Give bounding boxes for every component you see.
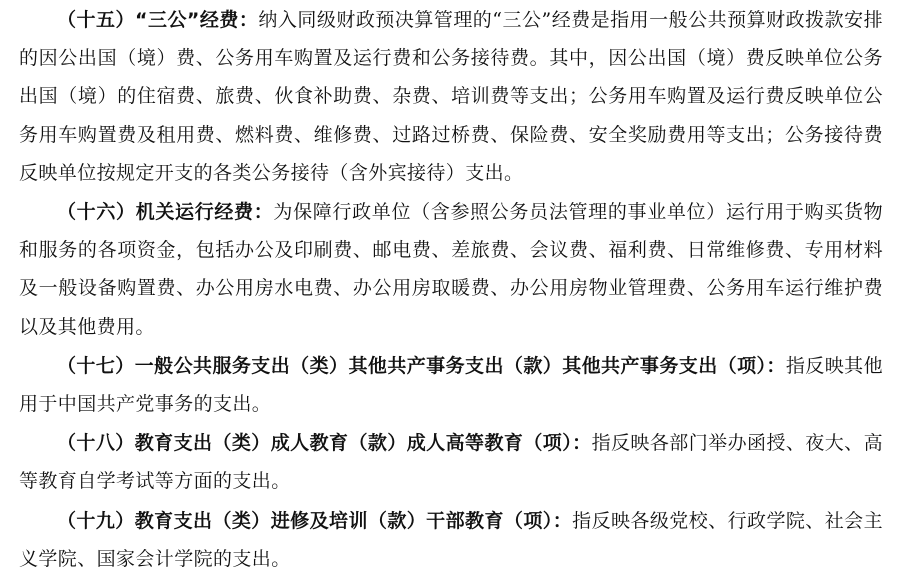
term-heading: （十五）“三公”经费： bbox=[57, 9, 259, 31]
term-definition: 指反映其他用于中国共产党事务的支出。 bbox=[19, 354, 883, 416]
term-heading: （十九）教育支出（类）进修及培训（款）干部教育（项）： bbox=[57, 509, 573, 532]
term-definition: 指反映各级党校、行政学院、社会主义学院、国家会计学院的支出。 bbox=[19, 509, 883, 570]
term-definition: 为保障行政单位（含参照公务员法管理的事业单位）运行用于购买货物和服务的各项资金，包括办公及印刷费、邮电费、差旅费、会议费、福利费、日常维修费、专用材料及一般设备购置费、办公用房水电费、办公用房取暖费、办公用房物业管理费、公务用车运行维护费以及其他费用。 bbox=[19, 201, 883, 338]
term-definition: 指反映各部门举办函授、夜大、高等教育自学考试等方面的支出。 bbox=[19, 432, 883, 493]
paragraph-cadre-education bbox=[19, 501, 883, 578]
term-definition: 纳入同级财政预决算管理的“三公”经费是指用一般公共预算财政拨款安排的因公出国（境）费、公务用车购置及运行费和公务接待费。其中，因公出国（境）费反映单位公务出国（境）的住宿费、旅费、伙食补助费、杂费、培训费等支出；公务用车购置及运行费反映单位公务用车购置费及租用费、燃料费、维修费、过路过桥费、保险费、安全奖励费用等支出；公务接待费反映单位按规定开支的各类公务接待（含外宾接待）支出。 bbox=[19, 9, 883, 184]
paragraph-san-gong-funds bbox=[19, 0, 883, 192]
term-heading: （十八）教育支出（类）成人教育（款）成人高等教育（项）： bbox=[57, 432, 592, 455]
paragraph-other-party-affairs bbox=[19, 346, 883, 423]
term-heading: （十七）一般公共服务支出（类）其他共产事务支出（款）其他共产事务支出（项）： bbox=[57, 354, 786, 377]
paragraph-operating-funds bbox=[19, 192, 883, 346]
document-body bbox=[19, 0, 883, 578]
term-heading: （十六）机关运行经费： bbox=[57, 201, 274, 224]
paragraph-adult-higher-education bbox=[19, 423, 883, 500]
